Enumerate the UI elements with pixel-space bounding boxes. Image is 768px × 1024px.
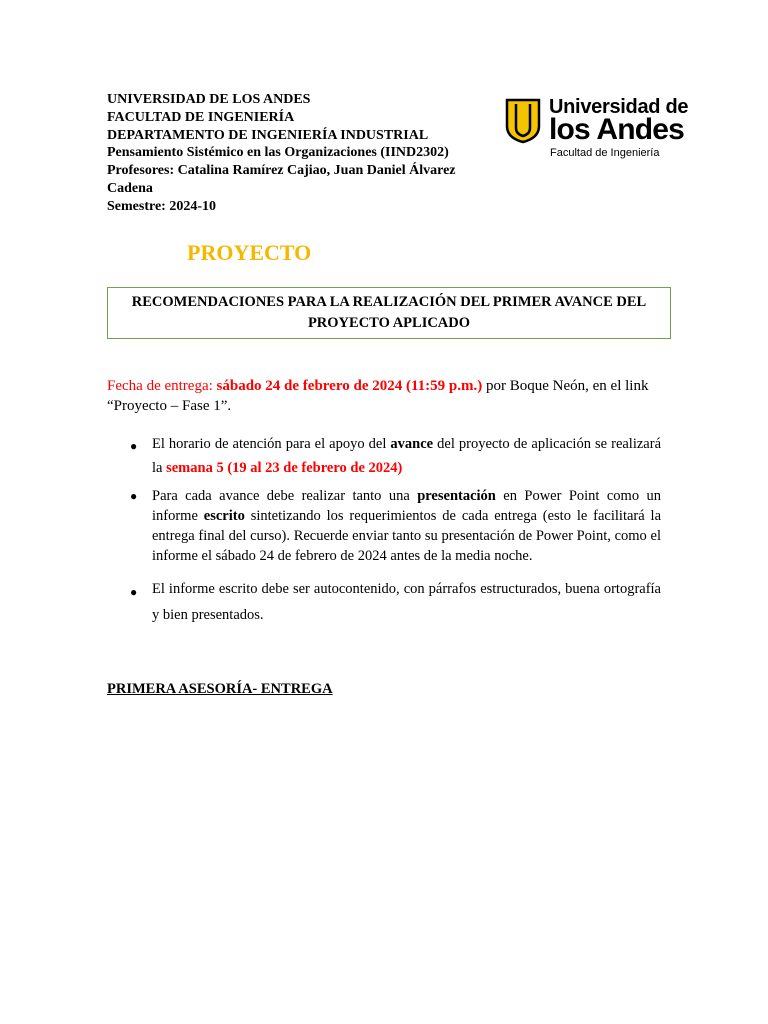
bullet-dot-icon: ● — [130, 439, 138, 453]
bullet-text: El informe escrito debe ser autocontenido, con párrafos estructurados, buena ortografía y bien presentados. — [152, 581, 661, 623]
bullet-highlight: semana 5 (19 al 23 de febrero de 2024) — [166, 460, 403, 476]
bullet-text: sintetizando los requerimientos de cada entrega (esto le facilitará la entrega final del curso). Recuerde enviar tanto su presentación de Power Point, como el informe el sábado 24 de febrero de 2024 antes de la media noche. — [152, 508, 662, 564]
section-heading: PRIMERA ASESORÍA- ENTREGA — [107, 681, 333, 697]
department-name: DEPARTAMENTO DE INGENIERÍA INDUSTRIAL — [107, 127, 429, 143]
bullet-dot-icon: ● — [130, 585, 138, 599]
course-name: Pensamiento Sistémico en las Organizaciones (IIND2302) — [107, 145, 449, 161]
faculty-name: FACULTAD DE INGENIERÍA — [107, 109, 295, 125]
delivery-date: sábado 24 de febrero de 2024 (11:59 p.m.) — [216, 378, 483, 394]
bullet-dot-icon: ● — [130, 489, 138, 503]
header-block — [107, 91, 467, 216]
professors: Profesores: Catalina Ramírez Cajiao, Juan Daniel Álvarez Cadena — [107, 163, 456, 196]
delivery-date-paragraph — [107, 376, 667, 416]
semester: Semestre: 2024-10 — [107, 198, 216, 214]
shield-icon — [505, 98, 541, 144]
recommendations-title: RECOMENDACIONES PARA LA REALIZACIÓN DEL PRIMER AVANCE DEL PROYECTO APLICADO — [131, 294, 647, 331]
list-item — [107, 432, 661, 480]
recommendations-box — [107, 287, 671, 339]
list-item — [107, 576, 661, 628]
bullet-text: Para cada avance debe realizar tanto una — [152, 488, 418, 504]
delivery-date-rest: por Boque Neón, en el link “Proyecto – Fase 1”. — [107, 378, 649, 414]
bullet-bold: escrito — [203, 508, 245, 524]
bullet-text: en Power Point como un informe — [152, 488, 661, 524]
delivery-date-label: Fecha de entrega: — [107, 378, 217, 394]
logo-line-1: Universidad de — [549, 96, 689, 118]
list-item — [107, 486, 661, 566]
logo-line-3: Facultad de Ingeniería — [550, 147, 660, 159]
university-logo — [505, 96, 689, 162]
bullet-text: del proyecto de aplicación se realizará la — [152, 436, 662, 476]
bullet-bold: avance — [390, 436, 434, 452]
bullet-bold: presentación — [417, 488, 496, 504]
bullet-list — [107, 432, 661, 628]
logo-line-2: los Andes — [549, 113, 685, 146]
bullet-text: El horario de atención para el apoyo del — [152, 436, 391, 452]
university-name: UNIVERSIDAD DE LOS ANDES — [107, 92, 311, 107]
page-title: PROYECTO — [187, 240, 312, 265]
